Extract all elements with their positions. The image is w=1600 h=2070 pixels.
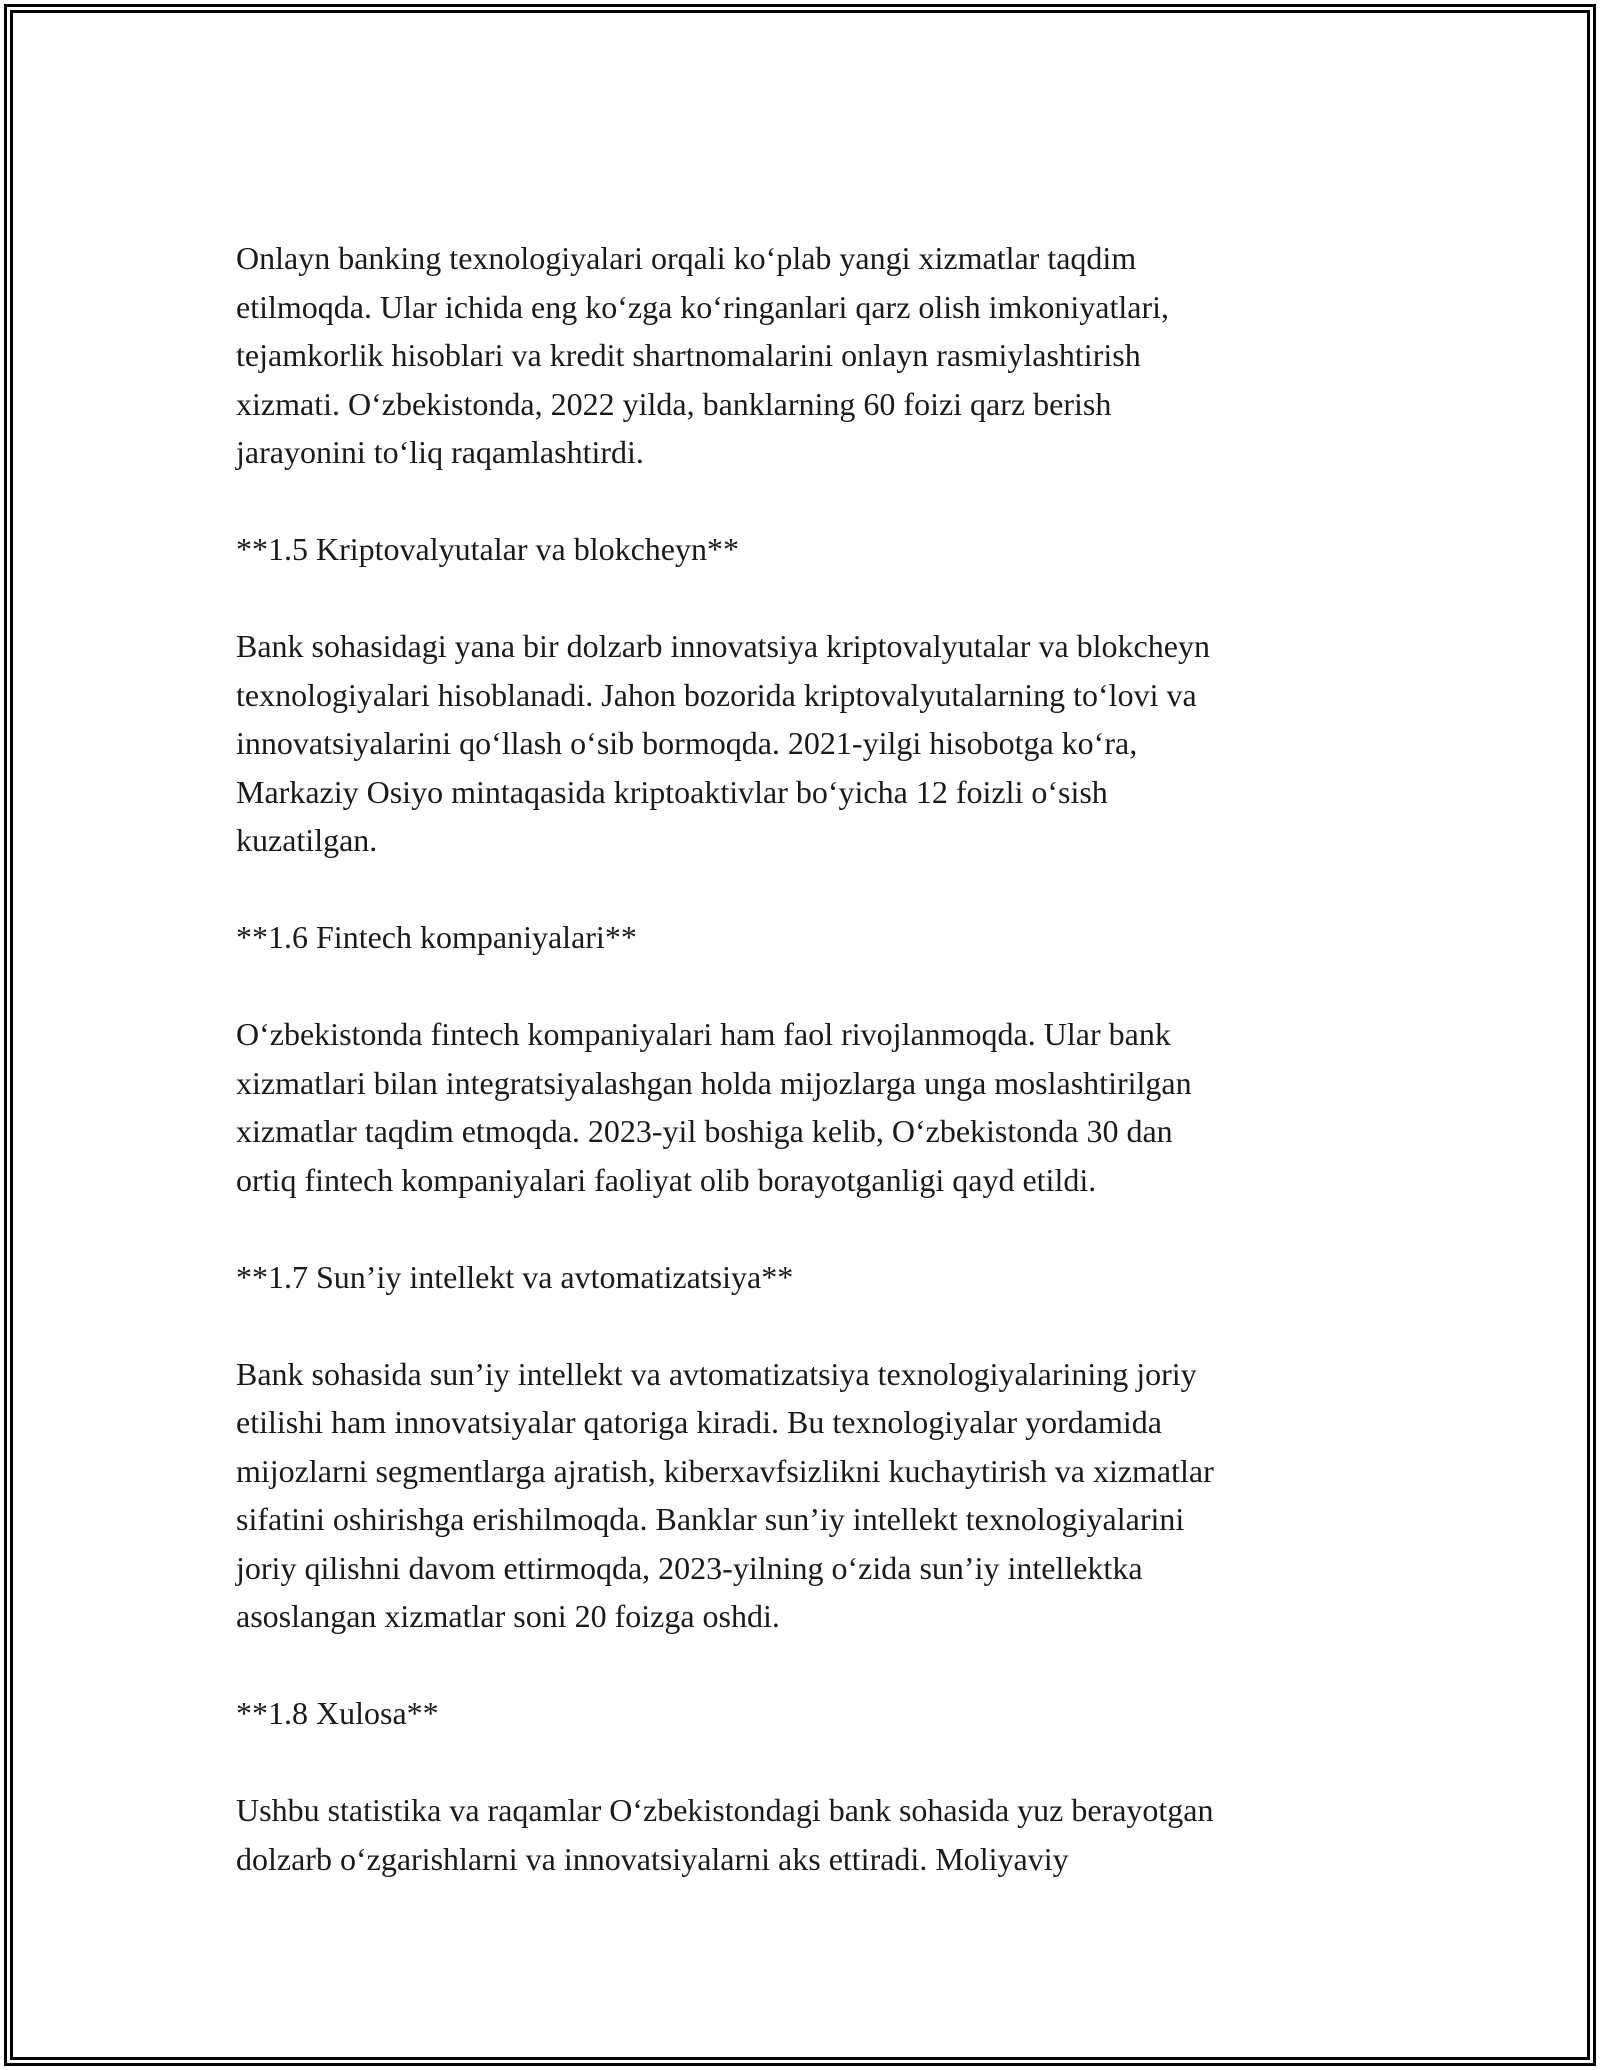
paragraph-kriptovalyutalar: Bank sohasidagi yana bir dolzarb innovatsiya kriptovalyutalar va blokcheyn texnologiyalari hisoblanadi. Jahon bozorida kriptovalyutalarning to‘lovi va innovatsiyalarini qo‘llash o‘sib bormoqda. 2021-yilgi hisobotga ko‘ra, Markaziy Osiyo mintaqasida kriptoaktivlar bo‘yicha 12 foizli o‘sish kuzatilgan. xyxy=(236,628,1210,858)
document-body xyxy=(236,234,1386,1883)
paragraph-suniy-intellekt: Bank sohasida sun’iy intellekt va avtomatizatsiya texnologiyalarining joriy etilishi ham innovatsiyalar qatoriga kiradi. Bu texnologiyalar yordamida mijozlarni segmentlarga ajratish, kiberxavfsizlikni kuchaytirish va xizmatlar sifatini oshirishga erishilmoqda. Banklar sun’iy intellekt texnologiyalarini joriy qilishni davom ettirmoqda, 2023-yilning o‘zida sun’iy intellektka asoslangan xizmatlar soni 20 foizga oshdi. xyxy=(236,1355,1214,1634)
paragraph-onlayn-banking: Onlayn banking texnologiyalari orqali ko‘plab yangi xizmatlar taqdim etilmoqda. Ular ichida eng ko‘zga ko‘ringanlari qarz olish imkoniyatlari, tejamkorlik hisoblari va kredit shartnomalarini onlayn rasmiylashtirish xizmati. O‘zbekistonda, 2022 yilda, banklarning 60 foizi qarz berish jarayonini to‘liq raqamlashtirdi. xyxy=(236,240,1170,470)
heading-xulosa: **1.8 Xulosa** xyxy=(236,1695,439,1731)
paragraph-fintech: O‘zbekistonda fintech kompaniyalari ham faol rivojlanmoqda. Ular bank xizmatlari bilan integratsiyalashgan holda mijozlarga unga moslashtirilgan xizmatlar taqdim etmoqda. 2023-yil boshiga kelib, O‘zbekistonda 30 dan ortiq fintech kompaniyalari faoliyat olib borayotganligi qayd etildi. xyxy=(236,1016,1192,1198)
paragraph-xulosa: Ushbu statistika va raqamlar O‘zbekistondagi bank sohasida yuz berayotgan dolzarb o‘zgarishlarni va innovatsiyalarni aks ettiradi. Moliyaviy xyxy=(236,1792,1214,1877)
heading-fintech: **1.6 Fintech kompaniyalari** xyxy=(236,919,637,955)
heading-kriptovalyutalar: **1.5 Kriptovalyutalar va blokcheyn** xyxy=(236,531,739,567)
heading-suniy-intellekt: **1.7 Sun’iy intellekt va avtomatizatsiya** xyxy=(236,1258,794,1295)
